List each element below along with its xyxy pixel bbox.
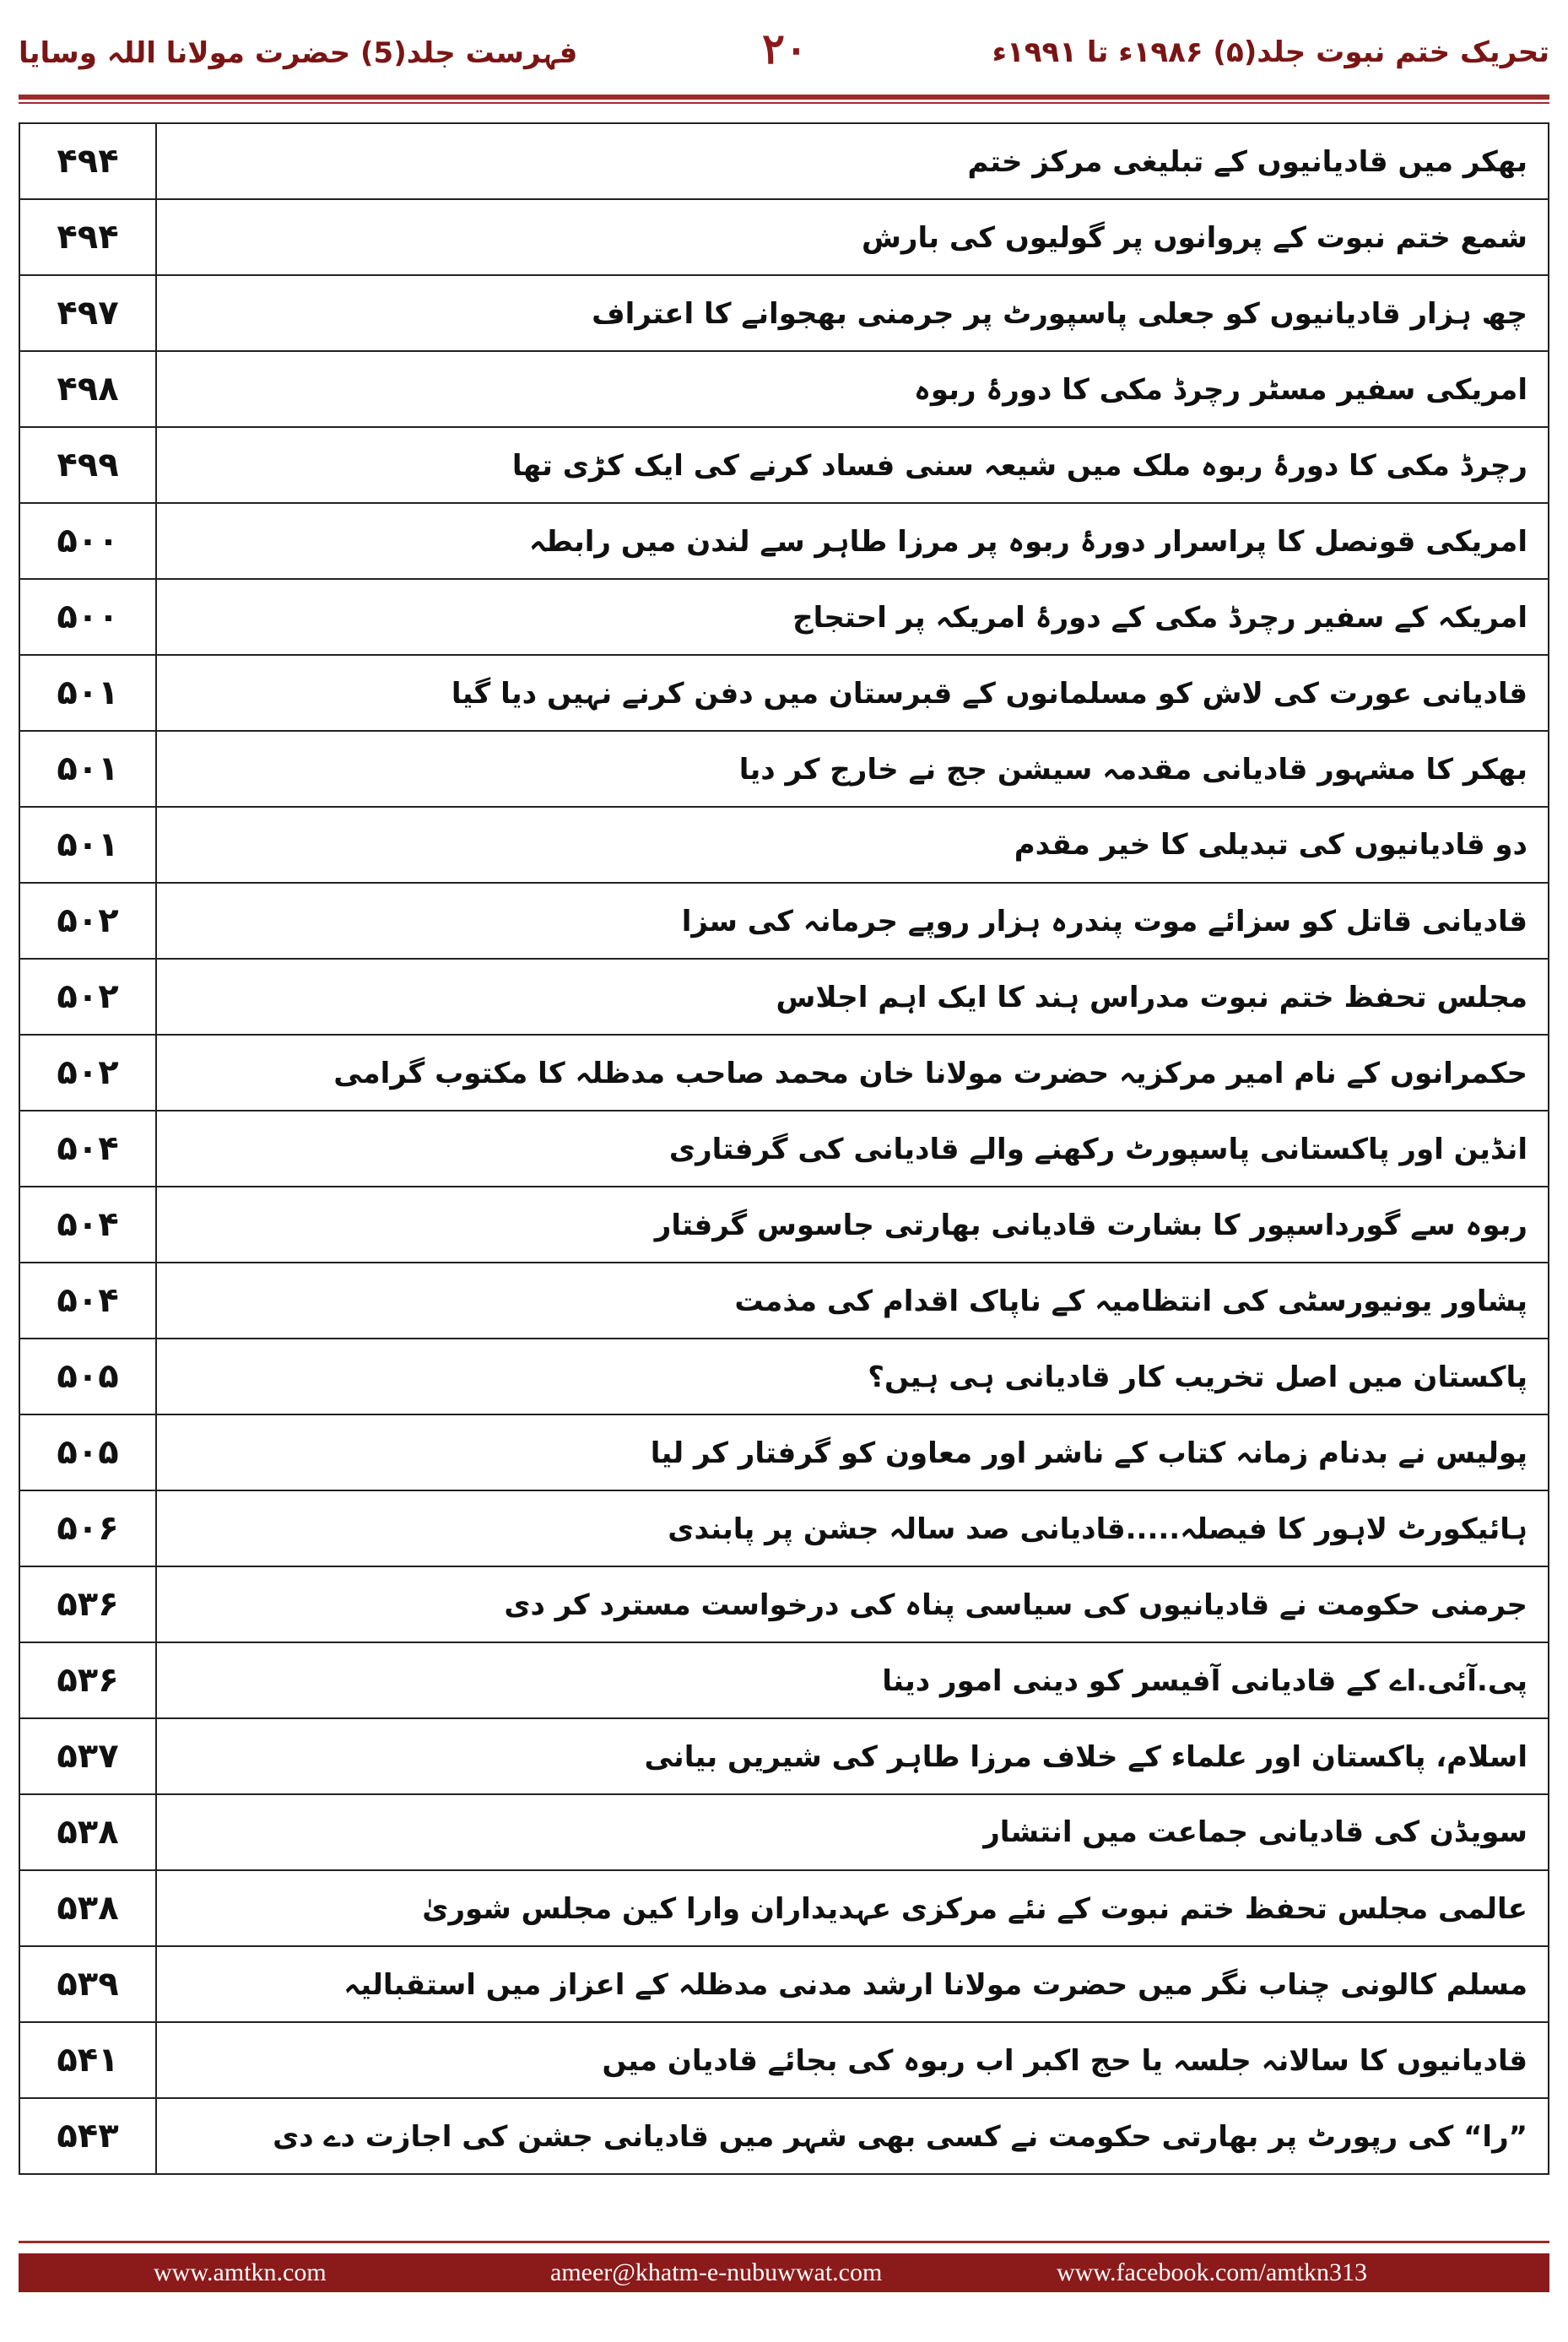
table-row — [19, 579, 1549, 655]
table-row — [19, 1718, 1549, 1794]
row-page-number: ۵۳۸ — [19, 1870, 156, 1946]
row-title: شمع ختم نبوت کے پروانوں پر گولیوں کی بارش — [156, 199, 1549, 275]
row-page-number: ۵۰۲ — [19, 1035, 156, 1111]
table-row — [19, 1339, 1549, 1414]
row-title: ”را“ کی رپورٹ پر بھارتی حکومت نے کسی بھی شہر میں قادیانی جشن کی اجازت دے دی — [156, 2098, 1549, 2174]
footer-rule — [19, 2241, 1549, 2243]
table-row — [19, 1035, 1549, 1111]
row-title: قادیانی عورت کی لاش کو مسلمانوں کے قبرستان میں دفن کرنے نہیں دیا گیا — [156, 655, 1549, 731]
row-title: انڈین اور پاکستانی پاسپورٹ رکھنے والے قادیانی کی گرفتاری — [156, 1111, 1549, 1187]
row-page-number: ۵۰۴ — [19, 1187, 156, 1263]
row-page-number: ۴۹۴ — [19, 123, 156, 199]
index-table — [19, 122, 1549, 2175]
table-row — [19, 275, 1549, 351]
table-row — [19, 1870, 1549, 1946]
row-page-number: ۵۳۹ — [19, 1946, 156, 2022]
book-title: تحریک ختم نبوت جلد(۵) ۱۹۸۶ء تا ۱۹۹۱ء — [992, 35, 1549, 69]
table-row — [19, 1566, 1549, 1642]
row-title: حکمرانوں کے نام امیر مرکزیہ حضرت مولانا خان محمد صاحب مدظلہ کا مکتوب گرامی — [156, 1035, 1549, 1111]
row-page-number: ۵۰۰ — [19, 579, 156, 655]
row-title: ہائیکورٹ لاہور کا فیصلہ.....قادیانی صد سالہ جشن پر پابندی — [156, 1490, 1549, 1566]
row-page-number: ۵۰۲ — [19, 883, 156, 959]
row-page-number: ۵۰۱ — [19, 731, 156, 807]
table-row — [19, 655, 1549, 731]
table-row — [19, 427, 1549, 503]
table-row — [19, 1111, 1549, 1187]
header-rule-thick — [19, 95, 1549, 100]
table-row — [19, 503, 1549, 579]
page-header — [0, 0, 1568, 110]
row-page-number: ۵۰۴ — [19, 1263, 156, 1339]
header-rule-thin — [19, 102, 1549, 104]
website-link[interactable]: www.amtkn.com — [154, 2258, 327, 2286]
row-page-number: ۵۰۱ — [19, 655, 156, 731]
row-page-number: ۴۹۸ — [19, 351, 156, 427]
volume-index-title: فہرست جلد(5) حضرت مولانا اللہ وسایا — [19, 36, 578, 70]
row-page-number: ۵۳۶ — [19, 1642, 156, 1718]
row-title: قادیانی قاتل کو سزائے موت پندرہ ہزار روپے جرمانہ کی سزا — [156, 883, 1549, 959]
row-title: جرمنی حکومت نے قادیانیوں کی سیاسی پناہ کی درخواست مسترد کر دی — [156, 1566, 1549, 1642]
table-row — [19, 2098, 1549, 2174]
table-row — [19, 883, 1549, 959]
facebook-link[interactable]: www.facebook.com/amtkn313 — [1057, 2258, 1367, 2286]
row-page-number: ۵۳۶ — [19, 1566, 156, 1642]
row-page-number: ۴۹۴ — [19, 199, 156, 275]
table-row — [19, 123, 1549, 199]
email-link[interactable]: ameer@khatm-e-nubuwwat.com — [550, 2258, 883, 2286]
row-title: پی.آئی.اے کے قادیانی آفیسر کو دینی امور دینا — [156, 1642, 1549, 1718]
row-page-number: ۴۹۷ — [19, 275, 156, 351]
row-page-number: ۵۰۰ — [19, 503, 156, 579]
row-page-number: ۵۰۵ — [19, 1414, 156, 1490]
table-row — [19, 731, 1549, 807]
footer-bar — [19, 2253, 1549, 2292]
row-title: سویڈن کی قادیانی جماعت میں انتشار — [156, 1794, 1549, 1870]
row-title: پاکستان میں اصل تخریب کار قادیانی ہی ہیں؟ — [156, 1339, 1549, 1414]
row-page-number: ۵۰۱ — [19, 807, 156, 883]
table-row — [19, 1187, 1549, 1263]
row-page-number: ۴۹۹ — [19, 427, 156, 503]
row-page-number: ۵۰۲ — [19, 959, 156, 1035]
table-row — [19, 351, 1549, 427]
row-page-number: ۵۰۶ — [19, 1490, 156, 1566]
page-number: ۲۰ — [762, 24, 808, 73]
table-row — [19, 959, 1549, 1035]
row-title: امریکہ کے سفیر رچرڈ مکی کے دورۂ امریکہ پر احتجاج — [156, 579, 1549, 655]
row-page-number: ۵۳۷ — [19, 1718, 156, 1794]
row-title: پشاور یونیورسٹی کی انتظامیہ کے ناپاک اقدام کی مذمت — [156, 1263, 1549, 1339]
row-title: بھکر میں قادیانیوں کے تبلیغی مرکز ختم — [156, 123, 1549, 199]
row-title: امریکی سفیر مسٹر رچرڈ مکی کا دورۂ ربوہ — [156, 351, 1549, 427]
row-title: رچرڈ مکی کا دورۂ ربوہ ملک میں شیعہ سنی فساد کرنے کی ایک کڑی تھا — [156, 427, 1549, 503]
row-title: مجلس تحفظ ختم نبوت مدراس ہند کا ایک اہم اجلاس — [156, 959, 1549, 1035]
row-page-number: ۵۴۳ — [19, 2098, 156, 2174]
table-row — [19, 807, 1549, 883]
row-title: اسلام، پاکستان اور علماء کے خلاف مرزا طاہر کی شیریں بیانی — [156, 1718, 1549, 1794]
row-title: ربوہ سے گورداسپور کا بشارت قادیانی بھارتی جاسوس گرفتار — [156, 1187, 1549, 1263]
row-title: امریکی قونصل کا پراسرار دورۂ ربوہ پر مرزا طاہر سے لندن میں رابطہ — [156, 503, 1549, 579]
row-page-number: ۵۰۵ — [19, 1339, 156, 1414]
row-page-number: ۵۰۴ — [19, 1111, 156, 1187]
table-row — [19, 2022, 1549, 2098]
row-title: پولیس نے بدنام زمانہ کتاب کے ناشر اور معاون کو گرفتار کر لیا — [156, 1414, 1549, 1490]
table-row — [19, 1414, 1549, 1490]
row-title: مسلم کالونی چناب نگر میں حضرت مولانا ارشد مدنی مدظلہ کے اعزاز میں استقبالیہ — [156, 1946, 1549, 2022]
row-title: چھ ہزار قادیانیوں کو جعلی پاسپورٹ پر جرمنی بھجوانے کا اعتراف — [156, 275, 1549, 351]
table-row — [19, 199, 1549, 275]
table-row — [19, 1263, 1549, 1339]
row-title: عالمی مجلس تحفظ ختم نبوت کے نئے مرکزی عہدیداران وارا کین مجلس شوریٰ — [156, 1870, 1549, 1946]
row-title: قادیانیوں کا سالانہ جلسہ یا حج اکبر اب ربوہ کی بجائے قادیان میں — [156, 2022, 1549, 2098]
table-row — [19, 1946, 1549, 2022]
row-page-number: ۵۳۸ — [19, 1794, 156, 1870]
row-page-number: ۵۴۱ — [19, 2022, 156, 2098]
row-title: بھکر کا مشہور قادیانی مقدمہ سیشن جج نے خارج کر دیا — [156, 731, 1549, 807]
row-title: دو قادیانیوں کی تبدیلی کا خیر مقدم — [156, 807, 1549, 883]
table-row — [19, 1794, 1549, 1870]
table-row — [19, 1642, 1549, 1718]
table-row — [19, 1490, 1549, 1566]
